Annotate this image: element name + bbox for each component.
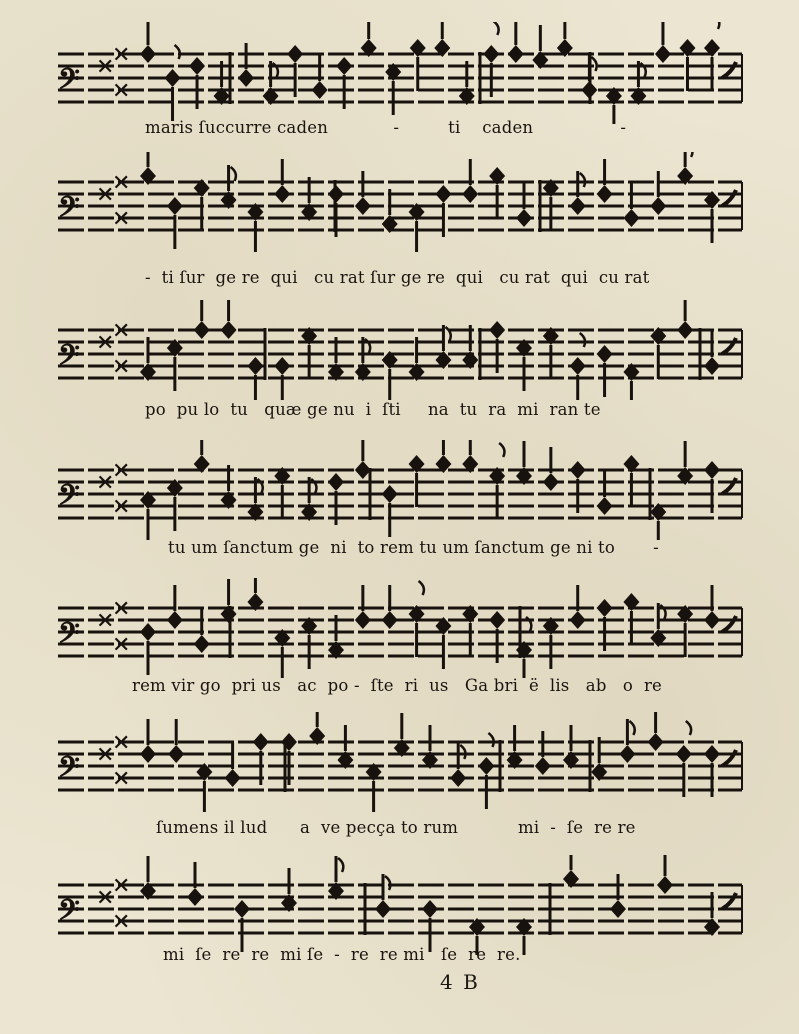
svg-text:✕: ✕ [96,183,115,208]
staff-4 [0,440,799,545]
svg-text:✕: ✕ [112,459,131,484]
svg-text:✕: ✕ [112,731,131,756]
svg-text:𝄢: 𝄢 [58,617,80,657]
lyrics-line-4: tu um ſanctum ge ni to rem tu um ſanctum ge ni to - [168,538,659,557]
svg-text:𝄢: 𝄢 [58,751,80,791]
svg-text:✕: ✕ [96,331,115,356]
staff-6 [0,712,799,817]
svg-text:✕: ✕ [96,609,115,634]
lyrics-line-2: - ti ſur ge re qui cu rat ſur ge re qui cu rat qui cu rat [145,268,650,287]
staff-2 [0,152,799,257]
music-system-6 [0,712,799,842]
svg-text:✕: ✕ [112,910,131,935]
svg-text:✕: ✕ [112,597,131,622]
lyrics-line-7: mi ſe re re mi ſe - re re mi ſe re re. [163,945,521,964]
staff-5 [0,578,799,683]
svg-text:✕: ✕ [96,886,115,911]
svg-text:✕: ✕ [112,633,131,658]
svg-text:✕: ✕ [112,171,131,196]
svg-text:✕: ✕ [112,79,131,104]
svg-text:𝄢: 𝄢 [58,191,80,231]
staff-3 [0,300,799,405]
svg-text:✕: ✕ [112,319,131,344]
music-system-5 [0,578,799,708]
svg-text:✕: ✕ [96,471,115,496]
music-system-4 [0,440,799,570]
svg-text:𝄢: 𝄢 [58,479,80,519]
lyrics-line-1: maris ſuccurre caden - ti caden - [145,118,627,137]
music-system-3 [0,300,799,430]
page-folio: 4 B [440,970,480,994]
svg-text:𝄢: 𝄢 [58,339,80,379]
svg-text:𝄢: 𝄢 [58,63,80,103]
svg-text:✕: ✕ [112,43,131,68]
svg-text:✕: ✕ [112,207,131,232]
svg-text:✕: ✕ [112,874,131,899]
svg-text:✕: ✕ [96,743,115,768]
lyrics-line-3: po pu lo tu quæ ge nu i ſti na tu ra mi ran te [145,400,601,419]
svg-text:✕: ✕ [96,55,115,80]
lyrics-line-5: rem vir go pri us ac po - ſte ri us Ga bri ë lis ab o re [132,676,663,695]
music-system-1 [0,22,799,142]
music-system-2 [0,152,799,287]
music-system-7 [0,855,799,985]
staff-1 [0,22,799,127]
svg-text:✕: ✕ [112,355,131,380]
svg-text:✕: ✕ [112,767,131,792]
svg-text:𝄢: 𝄢 [58,894,80,934]
svg-text:✕: ✕ [112,495,131,520]
lyrics-line-6: ſumens il lud a ve pecça to rum mi - ſe re re [156,818,636,837]
